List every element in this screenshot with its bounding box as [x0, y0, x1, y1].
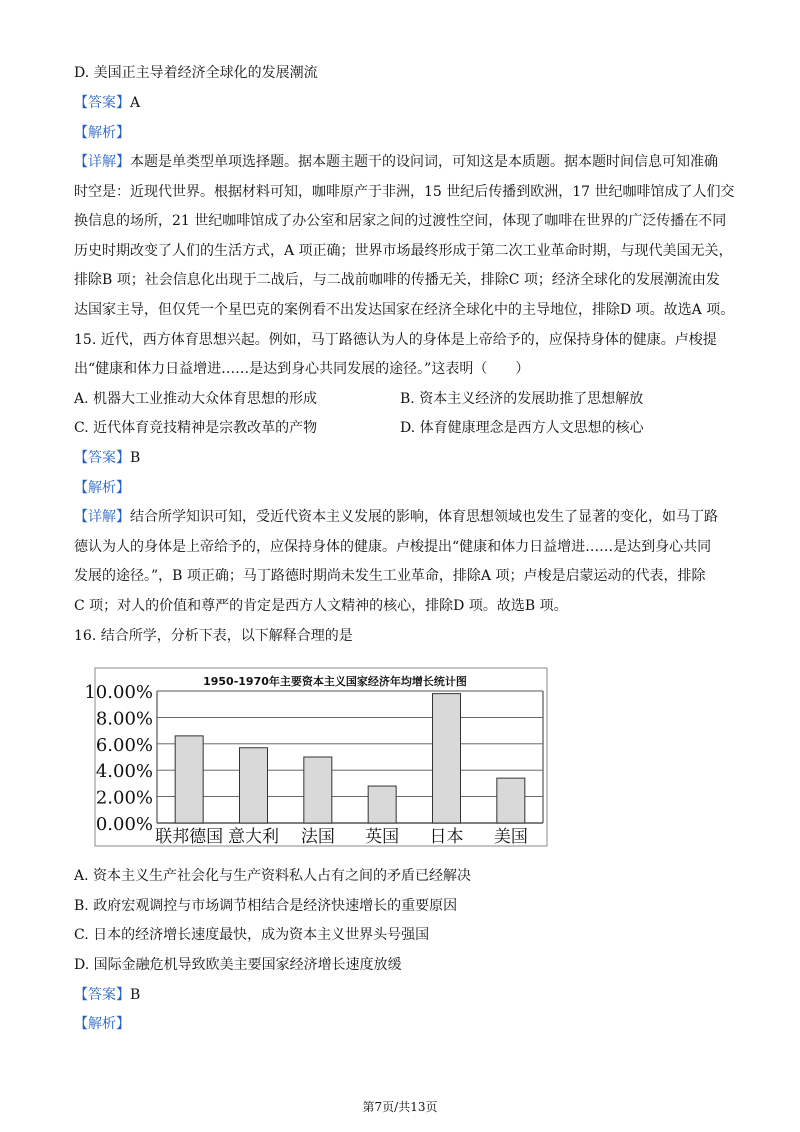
y-tick-label: 2.00%	[95, 787, 153, 809]
q15-detail-line-3: 发展的途径。”，B 项正确；马丁路德时期尚未发生工业革命，排除A 项；卢梭是启蒙运动的代表，排除	[74, 568, 706, 584]
x-tick-label: 美国	[493, 827, 528, 847]
q15-detail-line-2: 德认为人的身体是上帝给予的，应保持身体的健康。卢梭提出“健康和体力日益增进……是达到身心共同	[74, 539, 712, 555]
q16-answer	[74, 985, 140, 1005]
x-tick-label: 法国	[300, 827, 335, 847]
q16-stem: 16. 结合所学，分析下表，以下解释合理的是	[74, 628, 353, 644]
bar	[497, 778, 525, 823]
q15-option-c: C. 近代体育竞技精神是宗教改革的产物	[74, 420, 318, 436]
q15-analysis-tag	[74, 478, 130, 498]
answer-tag: 【答案】	[74, 450, 130, 466]
q15-option-b: B. 资本主义经济的发展助推了思想解放	[400, 391, 644, 407]
y-tick-label: 10.00%	[84, 682, 153, 703]
bar	[304, 757, 332, 823]
detail-text: 本题是单类型单项选择题。据本题主题干的设问词，可知这是本质题。据本题时间信息可知准确	[130, 154, 718, 170]
x-tick-label: 英国	[365, 827, 400, 847]
answer-value: B	[130, 450, 141, 466]
detail-text: 结合所学知识可知，受近代资本主义发展的影响，体育思想领域也发生了显著的变化，如马丁路	[130, 509, 718, 525]
q14-analysis-tag	[74, 123, 130, 143]
chart-title: 1950-1970年主要资本主义国家经济年均增长统计图	[203, 675, 467, 688]
q14-detail-line-1	[74, 152, 718, 172]
q14-detail-line-5: 排除B 项；社会信息化出现于二战后，与二战前咖啡的传播无关，排除C 项；经济全球化的发展潮流由发	[74, 272, 720, 288]
q14-detail-line-2: 时空是：近现代世界。根据材料可知，咖啡原产于非洲，15 世纪后传播到欧洲，17 世纪咖啡馆成了人们交	[74, 184, 735, 200]
y-tick-label: 4.00%	[95, 761, 153, 783]
q14-answer	[74, 93, 140, 113]
answer-value: B	[130, 987, 141, 1003]
answer-value: A	[130, 95, 141, 111]
y-tick-label: 0.00%	[95, 814, 153, 835]
q16-option-b: B. 政府宏观调控与市场调节相结合是经济快速增长的重要原因	[74, 898, 458, 914]
bar	[240, 748, 268, 823]
q15-option-a: A. 机器大工业推动大众体育思想的形成	[74, 391, 318, 407]
q14-detail-line-3: 换信息的场所，21 世纪咖啡馆成了办公室和居家之间的过渡性空间，体现了咖啡在世界的广泛传播在不同	[74, 213, 727, 229]
x-tick-label: 日本	[429, 827, 464, 847]
analysis-tag: 【解析】	[74, 480, 130, 496]
answer-tag: 【答案】	[74, 987, 130, 1003]
q14-detail-line-6: 达国家主导，但仅凭一个星巴克的案例看不出发达国家在经济全球化中的主导地位，排除D 项。故选A 项。	[74, 302, 735, 318]
bar	[368, 786, 396, 823]
bar	[433, 694, 461, 823]
answer-tag: 【答案】	[74, 95, 130, 111]
q16-option-d: D. 国际金融危机导致欧美主要国家经济增长速度放缓	[74, 957, 402, 973]
y-tick-label: 6.00%	[95, 734, 153, 756]
q15-stem-line-2: 出“健康和体力日益增进……是达到身心共同发展的途径。”这表明（ ）	[74, 361, 530, 377]
q15-option-d: D. 体育健康理念是西方人文思想的核心	[400, 420, 644, 436]
q14-option-d: D. 美国正主导着经济全球化的发展潮流	[74, 65, 318, 81]
q16-analysis-tag	[74, 1014, 130, 1034]
detail-tag: 【详解】	[74, 154, 130, 170]
q16-option-a: A. 资本主义生产社会化与生产资料私人占有之间的矛盾已经解决	[74, 868, 472, 884]
x-tick-label: 意大利	[228, 827, 279, 847]
q15-stem-line-1: 15. 近代，西方体育思想兴起。例如，马丁路德认为人的身体是上帝给予的，应保持身体的健康。卢梭提	[74, 332, 717, 348]
analysis-tag: 【解析】	[74, 1016, 130, 1032]
detail-tag: 【详解】	[74, 509, 130, 525]
q15-detail-line-1	[74, 507, 718, 527]
x-tick-label: 联邦德国	[155, 827, 224, 847]
q15-answer	[74, 448, 140, 468]
page-footer: 第7页/共13页	[362, 1100, 438, 1114]
y-tick-label: 8.00%	[95, 708, 153, 730]
growth-bar-chart	[84, 668, 547, 847]
q16-option-c: C. 日本的经济增长速度最快，成为资本主义世界头号强国	[74, 927, 430, 943]
bar	[175, 736, 203, 823]
q15-detail-line-4: C 项；对人的价值和尊严的肯定是西方人文精神的核心，排除D 项。故选B 项。	[74, 598, 568, 614]
q14-detail-line-4: 历史时期改变了人们的生活方式，A 项正确；世界市场最终形成于第二次工业革命时期，与现代美国无关，	[74, 243, 733, 259]
analysis-tag: 【解析】	[74, 125, 130, 141]
